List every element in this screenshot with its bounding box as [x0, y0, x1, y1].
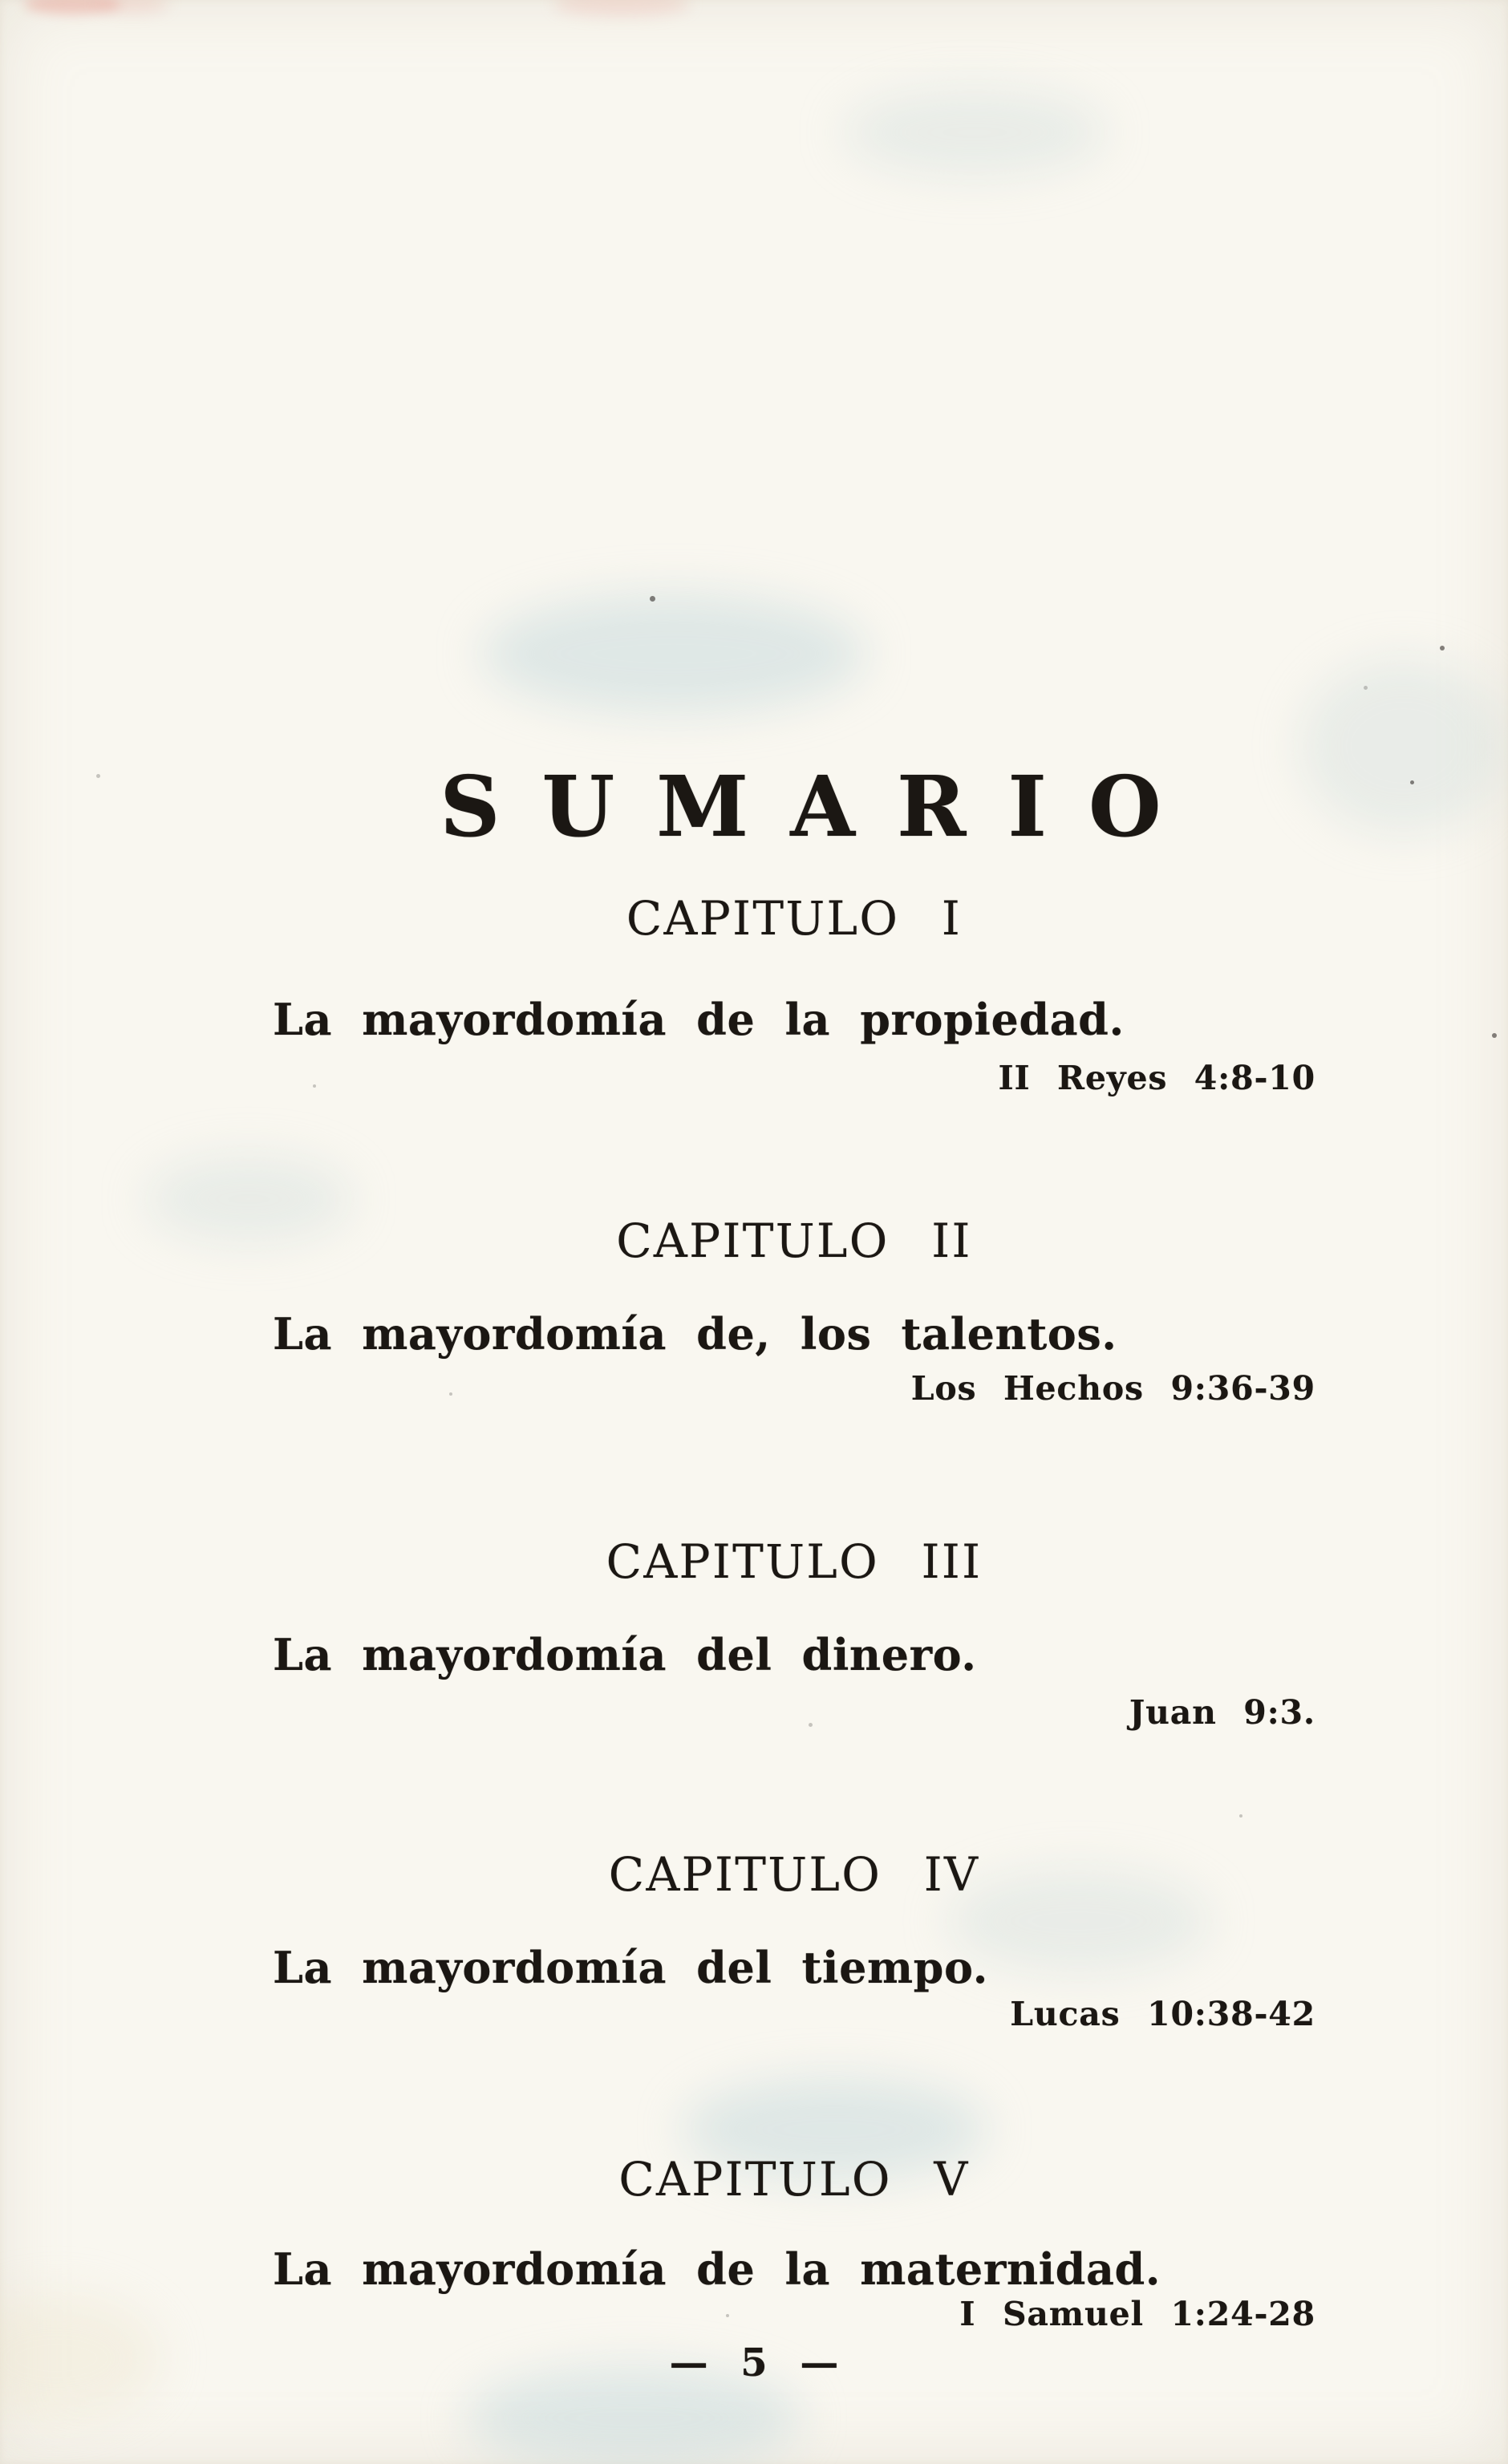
ink-speck: [650, 596, 655, 602]
ink-speck: [1492, 1033, 1497, 1038]
chapter-title: La mayordomía de, los talentos.: [273, 1308, 1117, 1360]
chapter-heading: CAPITULO III: [606, 1534, 983, 1590]
chapter-title: La mayordomía del tiempo.: [273, 1942, 988, 1993]
chapter-heading: CAPITULO I: [626, 891, 963, 946]
red-pen-smudge: [96, 0, 168, 13]
ink-speck: [1239, 1814, 1242, 1818]
chapter-title: La mayordomía de la propiedad.: [273, 994, 1125, 1045]
ink-speck: [726, 2314, 729, 2317]
chapter-title: La mayordomía del dinero.: [273, 1629, 977, 1680]
chapter-heading: CAPITULO II: [616, 1214, 972, 1269]
chapter-title: La mayordomía de la maternidad.: [273, 2243, 1161, 2295]
paper-stain: [842, 88, 1107, 176]
red-pen-smudge: [24, 0, 120, 14]
ink-speck: [449, 1392, 452, 1396]
page-number: — 5 —: [669, 2340, 839, 2385]
chapter-reference: Lucas 10:38-42: [1010, 1995, 1315, 2033]
paper-stain: [481, 594, 866, 714]
ink-speck: [1364, 686, 1368, 690]
page-title: SUMARIO: [440, 756, 1203, 856]
chapter-reference: Los Hechos 9:36-39: [910, 1369, 1315, 1408]
ink-speck: [809, 1723, 813, 1727]
chapter-reference: II Reyes 4:8-10: [998, 1059, 1315, 1097]
chapter-heading: CAPITULO V: [618, 2152, 970, 2207]
ink-speck: [313, 1084, 316, 1088]
ink-speck: [1440, 646, 1445, 650]
chapter-heading: CAPITULO IV: [608, 1847, 980, 1903]
chapter-reference: I Samuel 1:24-28: [959, 2295, 1315, 2333]
red-pen-smudge: [553, 0, 690, 16]
chapter-reference: Juan 9:3.: [1129, 1693, 1315, 1732]
